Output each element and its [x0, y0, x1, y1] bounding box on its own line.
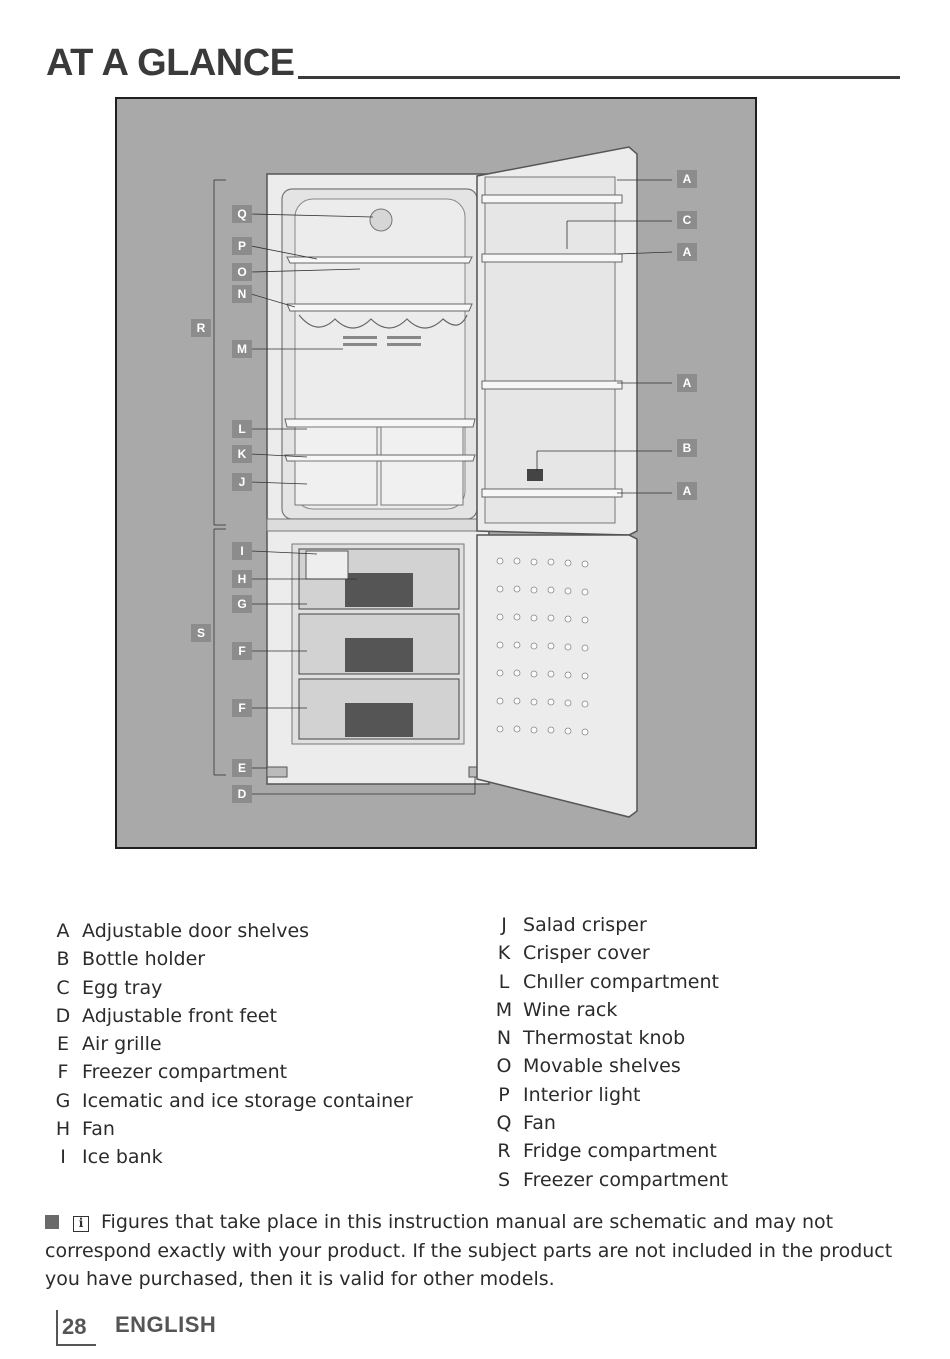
- legend-item: N Thermostat knob: [496, 1027, 686, 1050]
- legend-item: F Freezer compartment: [57, 1061, 288, 1084]
- diagram-label-a4: A: [677, 482, 697, 500]
- diagram-label-a3: A: [677, 374, 697, 392]
- legend-item: M Wine rack: [495, 998, 618, 1021]
- diagram-label-d: D: [232, 785, 252, 803]
- page-title: AT A GLANCE: [46, 42, 295, 84]
- legend-item: R Fridge compartment: [497, 1140, 717, 1163]
- title-rule: [298, 76, 900, 79]
- diagram-label-f1: F: [232, 642, 252, 660]
- footer-base: [56, 1344, 96, 1346]
- bullet-square-icon: [45, 1215, 59, 1229]
- footer-language: ENGLISH: [115, 1312, 217, 1337]
- legend-item: H Fan: [55, 1118, 115, 1141]
- diagram-label-r: R: [191, 319, 211, 337]
- legend-item: L Chıller compartment: [498, 970, 719, 993]
- footer-bar: [56, 1310, 58, 1346]
- diagram-label-g: G: [232, 595, 252, 613]
- diagram-label-l: L: [232, 420, 252, 438]
- legend-item: D Adjustable front feet: [55, 1004, 277, 1027]
- legend-item: C Egg tray: [56, 976, 163, 999]
- legend-item: S Freezer compartment: [497, 1168, 729, 1191]
- diagram-label-b: B: [677, 439, 697, 457]
- legend-item: Q Fan: [496, 1112, 556, 1135]
- legend-item: P Interior light: [498, 1083, 641, 1106]
- legend-left: [50, 917, 413, 1172]
- fridge-diagram: [115, 97, 757, 849]
- diagram-label-n: N: [232, 285, 252, 303]
- diagram-label-s: S: [191, 624, 211, 642]
- diagram-label-i: I: [232, 542, 252, 560]
- legend-right: [491, 911, 728, 1194]
- diagram-label-h: H: [232, 570, 252, 588]
- fridge-drawing: [117, 99, 755, 847]
- note-text: Figures that take place in this instruction manual are schematic and may not correspond exactly with your product. If the subject parts are not included in the product you have purchased, then it is valid for other models.: [45, 1211, 893, 1290]
- diagram-label-e: E: [232, 759, 252, 777]
- legend-item: G Icematic and ice storage container: [55, 1089, 413, 1112]
- diagram-label-a1: A: [677, 170, 697, 188]
- diagram-label-o: O: [232, 263, 252, 281]
- legend-item: E Air grille: [56, 1033, 162, 1056]
- legend-item: O Movable shelves: [496, 1055, 681, 1078]
- legend-item: K Crisper cover: [497, 942, 650, 965]
- diagram-label-q: Q: [232, 205, 252, 223]
- diagram-label-j: J: [232, 473, 252, 491]
- page-number: 28: [62, 1314, 87, 1339]
- diagram-label-a2: A: [677, 243, 697, 261]
- legend-item: J Salad crisper: [501, 914, 647, 936]
- diagram-label-c: C: [677, 211, 697, 229]
- legend-item: B Bottle holder: [56, 948, 206, 971]
- diagram-label-p: P: [232, 237, 252, 255]
- diagram-label-k: K: [232, 445, 252, 463]
- diagram-label-f2: F: [232, 699, 252, 717]
- note-paragraph: [45, 1208, 905, 1294]
- info-icon: i: [73, 1216, 89, 1232]
- page-header: [46, 40, 900, 84]
- legend-item: I Ice bank: [60, 1146, 163, 1169]
- legend-item: A Adjustable door shelves: [56, 920, 310, 942]
- diagram-label-m: M: [232, 340, 252, 358]
